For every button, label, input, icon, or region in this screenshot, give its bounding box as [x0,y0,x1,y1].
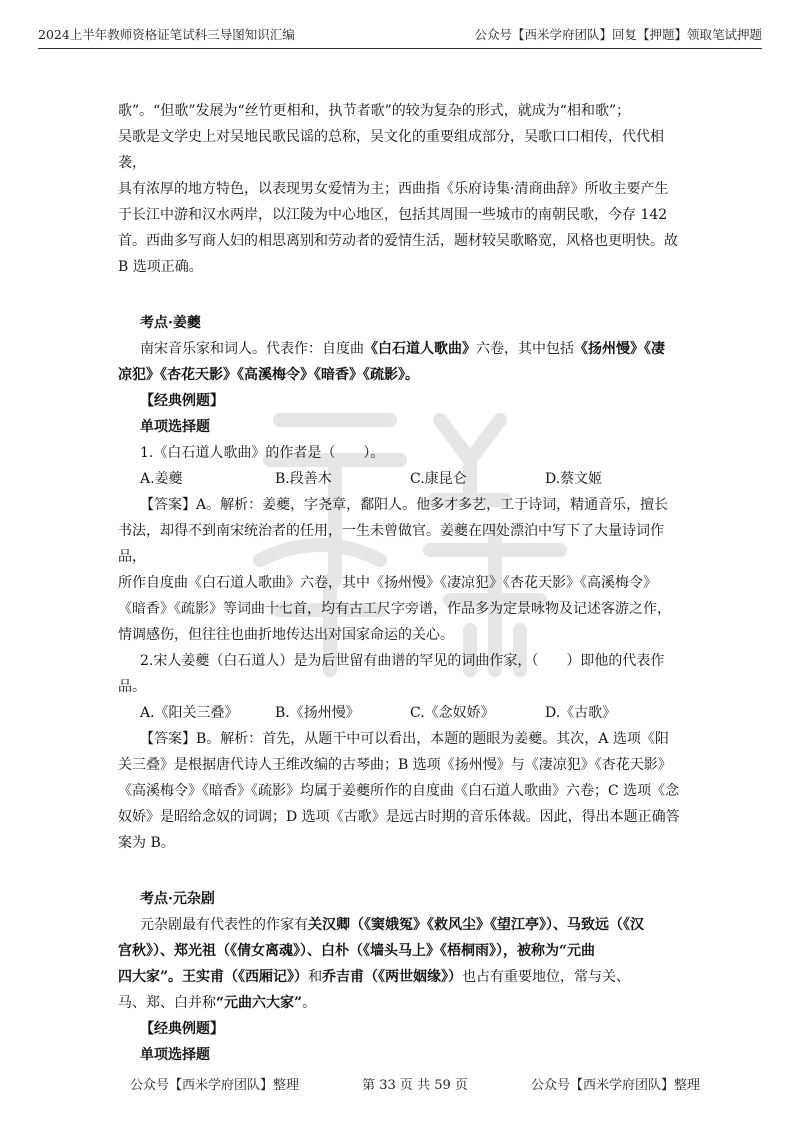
yuanzaju-line4-end: 。 [302,995,317,1011]
option-c: C.康昆仑 [410,471,467,487]
examples-label: 【经典例题】 [140,1021,224,1037]
jiangkui-works-list-cont: 凉犯》《杏花天影》《高溪梅令》《暗香》《疏影》。 [118,367,419,383]
option-d: D.蔡文姬 [545,471,603,487]
header-right-text: 公众号【西米学府团队】回复【押题】领取笔试押题 [474,27,762,42]
single-choice-label: 单项选择题 [140,1047,210,1063]
option-a: A.《阳关三叠》 [140,705,239,721]
footer-right-text: 公众号【西米学府团队】整理 [530,1078,700,1093]
answer-2-line: 奴娇》是昭给念奴的词调；D 选项《古歌》是远古时期的音乐体裁。因此，得出本题正确答 [118,809,680,825]
question-2-stem: 2.宋人姜夔（白石道人）是为后世留有曲谱的罕见的词曲作家，（ ）即他的代表作 [140,653,665,669]
intro-line: 吴歌是文学史上对吴地民歌民谣的总称，吴文化的重要组成部分，吴歌口口相传，代代相袭， [118,129,664,171]
answer-1-line: 书法，却得不到南宋统治者的任用，一生未曾做官。姜夔在四处漂泊中写下了大量诗词作品， [118,523,664,565]
option-b: B.《扬州慢》 [275,705,360,721]
question-1-options [118,466,688,492]
examples-label: 【经典例题】 [140,393,224,409]
intro-line: B 选项正确。 [118,259,203,275]
intro-line: 具有浓厚的地方特色，以表现男女爱情为主；西曲指《乐府诗集·清商曲辞》所收主要产生 [118,181,669,197]
page-footer [130,1074,700,1093]
page-content [118,98,688,1068]
section-title-jiangkui: 考点·姜夔 [140,315,201,331]
header-left-text: 2024上半年教师资格证笔试科三导图知识汇编 [38,27,295,42]
yuanzaju-line3-tail: 也占有重要地位，常与关、 [462,969,631,985]
intro-line: 首。西曲多写商人妇的相思离别和劳动者的爱情生活，题材较吴歌略宽，风格也更明快。故 [118,233,678,249]
yuanzaju-line4-plain: 马、郑、白并称 [118,995,216,1011]
jiangkui-intro-lead: 南宋音乐家和词人。代表作：自度曲 [140,341,364,357]
yuanzaju-line3-bold-a: 四大家”。王实甫（《西厢记》） [118,969,309,985]
answer-2-line: 案为 B。 [118,835,175,851]
section-title-yuanzaju: 考点·元杂剧 [140,891,215,907]
answer-1-line: 《暗香》《疏影》等词曲十七首，均有古工尺字旁谱，作品多为定景咏物及记述客游之作， [118,601,671,617]
option-b: B.段善木 [275,471,332,487]
yuanzaju-line [118,912,688,938]
header-divider [38,48,762,49]
footer-left-text: 公众号【西米学府团队】整理 [130,1078,300,1093]
intro-line: 于长江中游和汉水两岸，以江陵为中心地区，包括其周围一些城市的南朝民歌，今存 142 [118,207,668,223]
answer-2-line: 【答案】B。解析：首先，从题干中可以看出，本题的题眼为姜夔。其次，A 选项《阳 [140,731,669,747]
page-header [38,22,762,46]
answer-1-line: 所作自度曲《白石道人歌曲》六卷，其中《扬州慢》《凄凉犯》《杏花天影》《高溪梅令》 [118,575,657,591]
answer-2-line: 关三叠》是根据唐代诗人王维改编的古琴曲；B 选项《扬州慢》与《凄凉犯》《杏花天影》 [118,757,672,773]
answer-1-line: 情调感伤，但往往也曲折地传达出对国家命运的关心。 [118,627,454,643]
jiangkui-intro [118,336,688,362]
yuanzaju-line: 宫秋》）、郑光祖（《倩女离魂》）、白朴（《墙头马上》《梧桐雨》），被称为“元曲 [118,943,596,959]
yuanzaju-line [118,990,688,1016]
jiangkui-work-collection: 《白石道人歌曲》 [364,341,476,357]
option-c: C.《念奴娇》 [410,705,495,721]
option-d: D.《古歌》 [545,705,617,721]
answer-2-line: 《高溪梅令》《暗香》《疏影》均属于姜夔所作的自度曲《白石道人歌曲》六卷；C 选项《念 [118,783,680,799]
yuanzaju-line3-plain: 和 [308,969,323,985]
yuanzaju-line [118,964,688,990]
intro-line: 歌”。“但歌”发展为“丝竹更相和，执节者歌”的较为复杂的形式，就成为“相和歌”； [118,103,631,119]
question-1-stem: 1.《白石道人歌曲》的作者是（ ）。 [140,445,385,461]
question-2-stem-cont: 品。 [118,679,146,695]
jiangkui-intro-mid: 六卷，其中包括 [476,341,574,357]
answer-1-line: 【答案】A。解析：姜夔，字尧章，鄱阳人。他多才多艺，工于诗词，精通音乐，擅长 [140,497,669,513]
option-a: A.姜夔 [140,471,183,487]
single-choice-label: 单项选择题 [140,419,210,435]
yuanzaju-line1-bold: 关汉卿（《窦娥冤》《救风尘》《望江亭》）、马致远（《汉 [308,917,644,933]
jiangkui-works-list: 《扬州慢》《凄 [574,341,665,357]
page-number: 第 33 页 共 59 页 [362,1078,468,1093]
yuanzaju-line1-plain: 元杂剧最有代表性的作家有 [140,917,308,933]
yuanzaju-line4-bold: “元曲六大家” [216,995,303,1011]
yuanzaju-line3-bold-b: 乔吉甫（《两世姻缘》） [322,969,463,985]
question-2-options [118,700,688,726]
